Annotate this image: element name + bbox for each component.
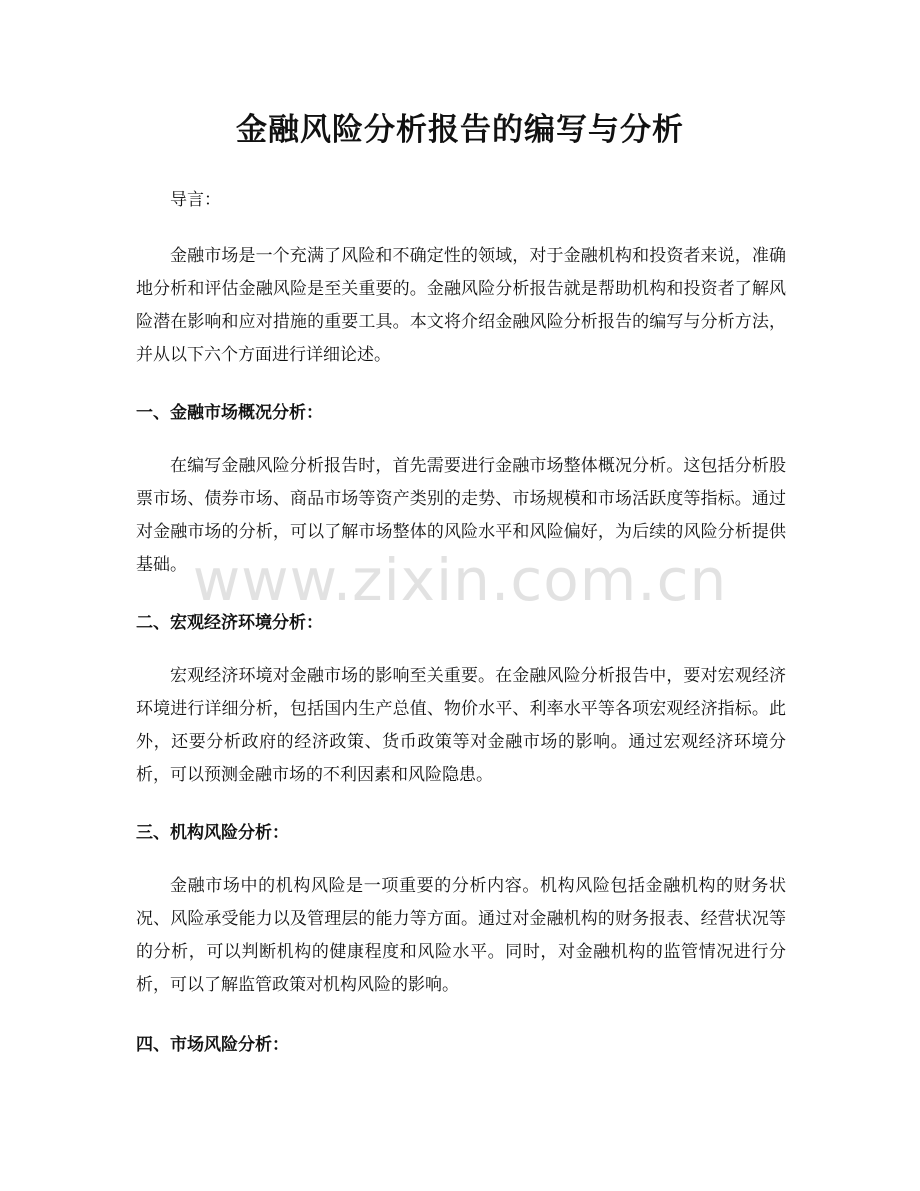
section-paragraph-1: 在编写金融风险分析报告时，首先需要进行金融市场整体概况分析。这包括分析股票市场、债券市场、商品市场等资产类别的走势、市场规模和市场活跃度等指标。通过对金融市场的分析，可以了解市场整体的风险水平和风险偏好，为后续的风险分析提供基础。 [136, 456, 786, 575]
intro-paragraph: 金融市场是一个充满了风险和不确定性的领域，对于金融机构和投资者来说，准确地分析和评估金融风险是至关重要的。金融风险分析报告就是帮助机构和投资者了解风险潜在影响和应对措施的重要工具。本文将介绍金融风险分析报告的编写与分析方法，并从以下六个方面进行详细论述。 [136, 246, 786, 365]
section-heading-3: 三、机构风险分析： [136, 823, 289, 843]
section-heading-2: 二、宏观经济环境分析： [136, 613, 323, 633]
document-body [136, 180, 786, 1062]
section-heading-1: 一、金融市场概况分析： [136, 403, 323, 423]
watermark: www.zixin.com.cn [192, 546, 728, 614]
document-title: 金融风险分析报告的编写与分析 [236, 112, 684, 148]
section-paragraph-2: 宏观经济环境对金融市场的影响至关重要。在金融风险分析报告中，要对宏观经济环境进行详细分析，包括国内生产总值、物价水平、利率水平等各项宏观经济指标。此外，还要分析政府的经济政策、货币政策等对金融市场的影响。通过宏观经济环境分析，可以预测金融市场的不利因素和风险隐患。 [136, 666, 786, 785]
section-paragraph-3: 金融市场中的机构风险是一项重要的分析内容。机构风险包括金融机构的财务状况、风险承受能力以及管理层的能力等方面。通过对金融机构的财务报表、经营状况等的分析，可以判断机构的健康程度和风险水平。同时，对金融机构的监管情况进行分析，可以了解监管政策对机构风险的影响。 [136, 876, 786, 995]
intro-label: 导言： [170, 190, 221, 210]
section-heading-4: 四、市场风险分析： [136, 1035, 289, 1055]
